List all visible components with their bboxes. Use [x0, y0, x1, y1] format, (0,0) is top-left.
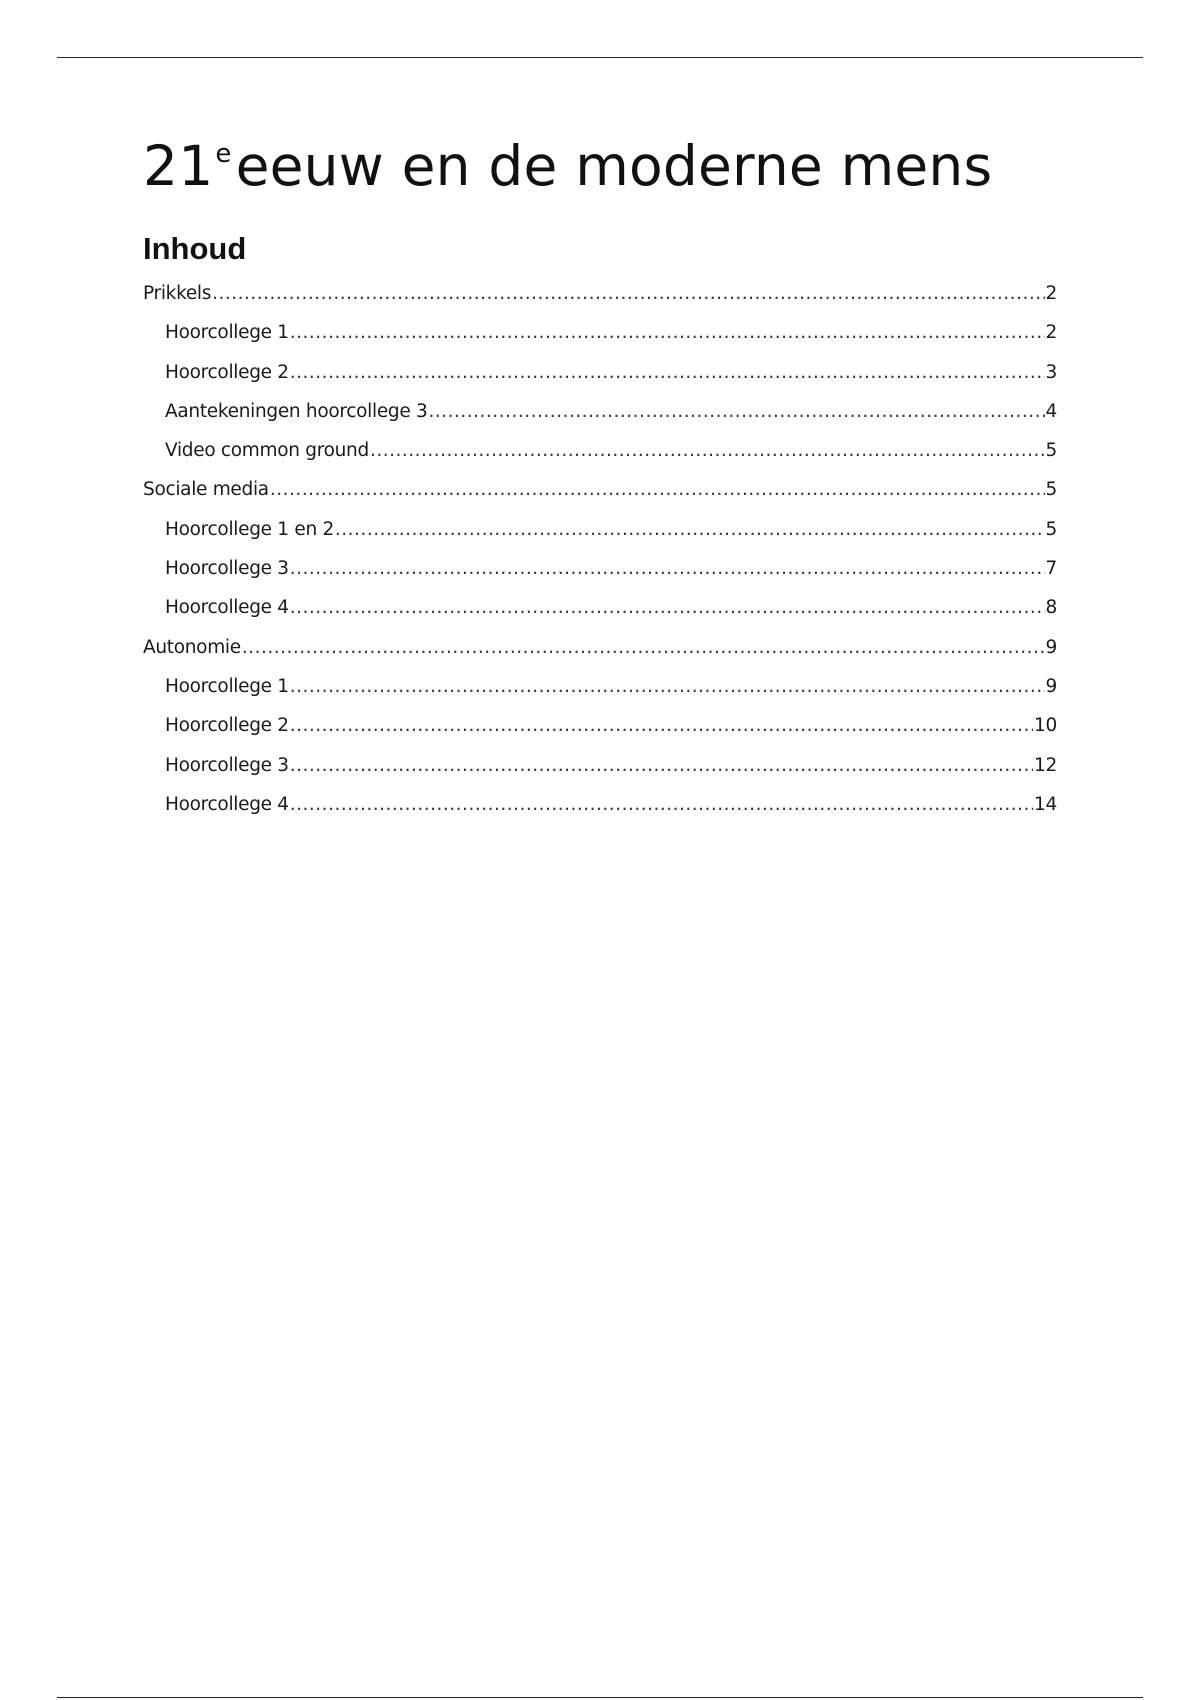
- toc-entry-page: 5: [1045, 440, 1057, 462]
- toc-entry[interactable]: [143, 519, 1057, 558]
- toc-entry[interactable]: [143, 755, 1057, 794]
- toc-entry[interactable]: [143, 322, 1057, 361]
- toc-entry[interactable]: [143, 440, 1057, 479]
- toc-entry-page: 9: [1045, 675, 1057, 697]
- toc-entry-page: 12: [1034, 754, 1057, 776]
- toc-dot-leader: [290, 755, 1033, 776]
- toc-dot-leader: [290, 322, 1045, 343]
- toc-entry-label: Hoorcollege 1: [165, 675, 289, 697]
- toc-entry-label: Video common ground: [165, 440, 369, 462]
- header-rule: [57, 57, 1143, 58]
- toc-dot-leader: [335, 519, 1045, 540]
- title-number: 21: [143, 134, 214, 198]
- footer-rule: [57, 1697, 1143, 1698]
- toc-entry-label: Hoorcollege 1: [165, 322, 289, 344]
- document-title: [143, 136, 992, 197]
- toc-entry-label: Hoorcollege 4: [165, 793, 289, 815]
- toc-dot-leader: [370, 440, 1045, 461]
- toc-entry-page: 2: [1045, 322, 1057, 344]
- toc-entry-page: 3: [1045, 361, 1057, 383]
- toc-entry-label: Hoorcollege 2: [165, 361, 289, 383]
- toc-entry[interactable]: [143, 558, 1057, 597]
- toc-entry[interactable]: [143, 637, 1057, 676]
- toc-entry-label: Hoorcollege 1 en 2: [165, 518, 334, 540]
- title-text: eeuw en de moderne mens: [235, 134, 993, 198]
- toc-entry[interactable]: [143, 794, 1057, 833]
- toc-entry-label: Prikkels: [143, 283, 212, 304]
- toc-entry-label: Hoorcollege 4: [165, 597, 289, 619]
- toc-entry-page: 9: [1045, 636, 1057, 658]
- toc-entry-label: Aantekeningen hoorcollege 3: [165, 400, 428, 422]
- toc-entry-label: Hoorcollege 3: [165, 558, 289, 580]
- toc-entry[interactable]: [143, 401, 1057, 440]
- toc-entry-label: Hoorcollege 2: [165, 715, 289, 737]
- toc-entry-label: Hoorcollege 3: [165, 754, 289, 776]
- toc-entry-page: 4: [1045, 400, 1057, 422]
- title-superscript: e: [215, 138, 232, 169]
- toc-entry-label: Autonomie: [143, 636, 241, 658]
- toc-entry[interactable]: [143, 715, 1057, 754]
- table-of-contents: [143, 283, 1057, 833]
- toc-entry[interactable]: [143, 597, 1057, 636]
- toc-entry-page: 5: [1045, 518, 1057, 540]
- toc-entry[interactable]: [143, 676, 1057, 715]
- toc-dot-leader: [290, 558, 1045, 579]
- toc-dot-leader: [290, 715, 1033, 736]
- toc-entry-page: 2: [1045, 283, 1057, 304]
- toc-dot-leader: [290, 794, 1033, 815]
- toc-heading: Inhoud: [143, 231, 247, 266]
- toc-entry[interactable]: [143, 362, 1057, 401]
- toc-dot-leader: [242, 637, 1045, 658]
- toc-entry-page: 7: [1045, 558, 1057, 580]
- toc-entry-page: 10: [1034, 715, 1057, 737]
- toc-entry-page: 14: [1034, 793, 1057, 815]
- toc-dot-leader: [290, 676, 1045, 697]
- toc-dot-leader: [212, 283, 1044, 304]
- toc-entry-page: 5: [1045, 479, 1057, 501]
- toc-dot-leader: [290, 597, 1045, 618]
- toc-entry[interactable]: [143, 283, 1057, 322]
- toc-entry[interactable]: [143, 479, 1057, 518]
- toc-dot-leader: [290, 362, 1045, 383]
- toc-dot-leader: [270, 479, 1045, 500]
- toc-entry-page: 8: [1045, 597, 1057, 619]
- toc-entry-label: Sociale media: [143, 479, 269, 501]
- toc-dot-leader: [429, 401, 1045, 422]
